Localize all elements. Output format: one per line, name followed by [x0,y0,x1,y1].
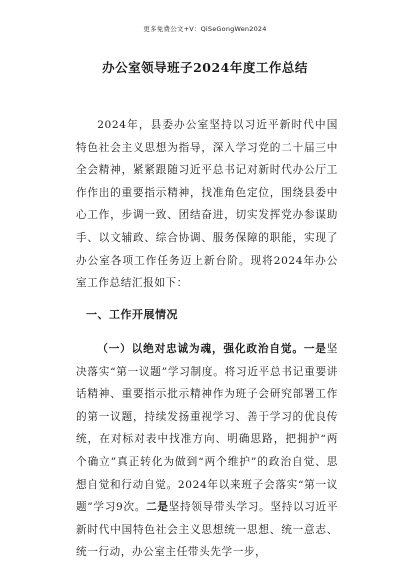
section-heading: 一、工作开展情况 [86,308,178,321]
section-paragraph [76,338,338,564]
subsection-heading: （一）以绝对忠诚为魂，强化政治自觉。 [97,343,304,355]
page-header-watermark: 更多免费公文+V：QiSeGongWen2024 [143,25,267,33]
document-title: 办公室领导班子2024年度工作总结 [102,60,308,75]
point-label-1: 一是 [303,343,327,355]
point-text-2: 坚持领导带头学习。坚持以习近平新时代中国特色社会主义思想统一思想、统一意志、统一行动，办公室主任带头先学一步， [76,501,339,559]
intro-paragraph: 2024年，县委办公室坚持以习近平新时代中国特色社会主义思想为指导，深入学习党的二十届三中全会精神，紧紧跟随习近平总书记对新时代办公厅工作作出的重要指示精神，找准角色定位，围绕县委中心工作，步调一致、团结奋进，切实发挥党办参谋助手、以文辅政、综合协调、服务保障的职能，实现了办公室各项工作任务迈上新台阶。现将2024年办公室工作总结汇报如下： [76,119,338,290]
point-label-2: 二是 [146,501,169,514]
point-text-1: 坚决落实“第一议题”学习制度。将习近平总书记重要讲话精神、重要指示批示精神作为班子会研究部署工作的第一议题，持续发扬重视学习、善于学习的优良传统，在对标对表中找准方向、明确思路，把拥护“两个确立”真正转化为做到“两个维护”的政治自觉、思想自觉和行动自觉。2024年以来班子会落实“第一议题”学习9次。 [76,343,338,514]
